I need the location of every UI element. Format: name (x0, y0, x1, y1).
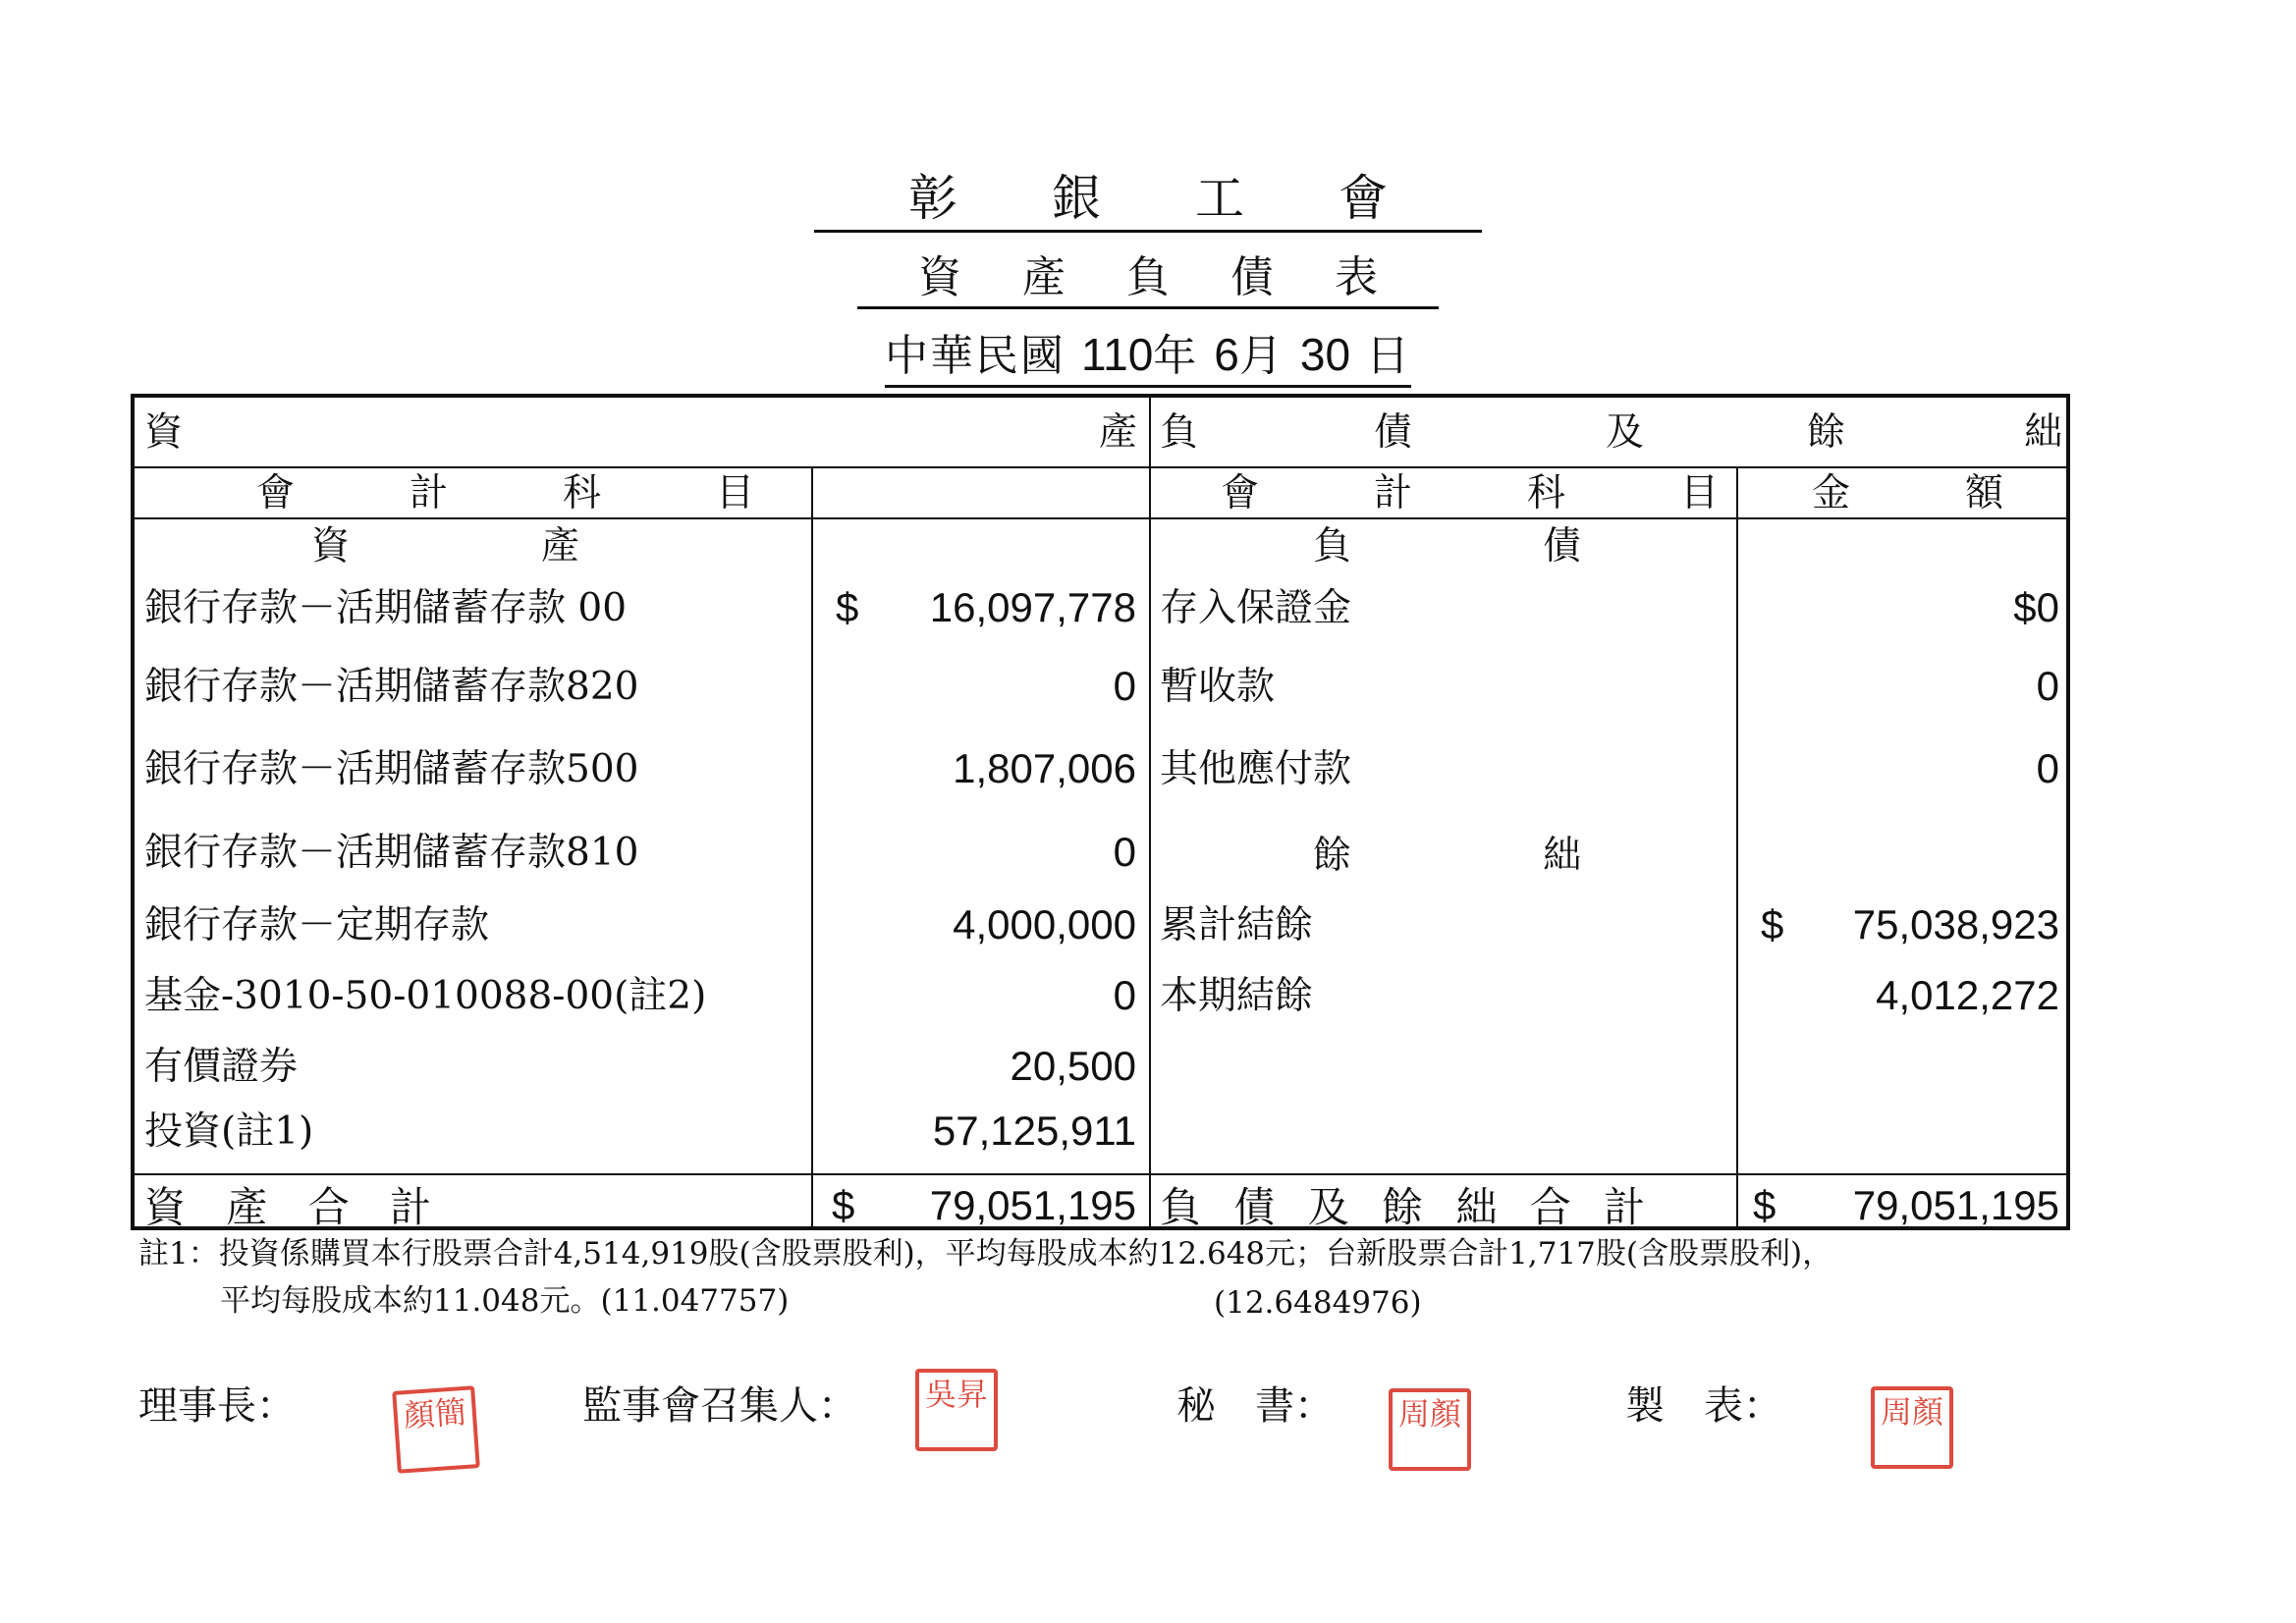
liability-amount: $0 (2013, 584, 2059, 630)
divider-asset-amount (811, 466, 813, 1226)
asset-name: 銀行存款－活期儲蓄存款820 (144, 665, 639, 709)
asset-name: 銀行存款－活期儲蓄存款 00 (144, 586, 628, 630)
total-assets-label: 資 產 合 計 (144, 1183, 446, 1231)
date-day: 30 (1299, 329, 1351, 380)
note-line-2-extra: (12.6484976) (1214, 1285, 1422, 1321)
total-liab-label: 負 債 及 餘 絀 合 計 (1160, 1183, 1656, 1231)
section-assets-char1: 資 (144, 410, 184, 455)
sig-preparer: 製 表： (1625, 1383, 1782, 1429)
surplus-amount: 75,038,923 (1852, 901, 2059, 947)
date-prefix: 中華民國 (884, 331, 1066, 381)
section-liab-char1: 負 (1160, 410, 1199, 455)
col-header-liab-subject: 會 計 科 目 (1221, 471, 1720, 515)
asset-amount: 57,125,911 (932, 1108, 1136, 1154)
liability-name: 其他應付款 (1160, 747, 1352, 791)
total-liab-amount: 79,051,195 (1852, 1182, 2059, 1228)
section-liab-char4: 餘 (1807, 410, 1846, 455)
sig-chairman: 理事長： (138, 1383, 296, 1429)
report-date (0, 328, 2296, 388)
seal-secretary-icon: 周顏 (1389, 1388, 1471, 1471)
group-surplus: 餘 絀 (1313, 834, 1582, 878)
total-assets-currency: $ (832, 1182, 855, 1228)
divider-assets-liabilities (1149, 398, 1151, 1226)
asset-amount: 16,097,778 (929, 584, 1136, 630)
total-rule (135, 1173, 2066, 1175)
section-liab-char3: 及 (1606, 410, 1645, 455)
date-year-unit: 年 (1153, 331, 1199, 381)
surplus-amount: 4,012,272 (1876, 972, 2059, 1018)
liability-name: 暫收款 (1160, 665, 1276, 709)
seal-chairman-icon: 顏簡 (392, 1385, 480, 1474)
asset-currency: $ (836, 584, 859, 630)
asset-name: 基金-3010-50-010088-00(註2) (144, 974, 707, 1018)
total-assets-amount: 79,051,195 (929, 1182, 1136, 1228)
org-name (0, 169, 2296, 233)
col-header-amount: 金 額 (1812, 471, 2004, 515)
asset-name: 有價證券 (144, 1045, 299, 1089)
asset-name: 銀行存款－定期存款 (144, 903, 490, 947)
date-day-unit: 日 (1366, 331, 1412, 381)
header-rule-2 (135, 517, 2066, 519)
liability-amount: 0 (2036, 745, 2059, 791)
asset-name: 投資(註1) (144, 1109, 314, 1154)
seal-supervisor-icon: 吳昇 (915, 1369, 998, 1451)
note-line-1: 註1：投資係購買本行股票合計4,514,919股(含股票股利)，平均每股成本約12.648元；台新股票合計1,717股(含股票股利)， (138, 1236, 1833, 1271)
date-month: 6 (1214, 329, 1239, 380)
sig-secretary: 秘 書： (1176, 1383, 1334, 1429)
total-liab-currency: $ (1753, 1182, 1777, 1228)
asset-amount: 0 (1113, 829, 1136, 875)
org-name-text: 彰銀工會 (814, 169, 1482, 233)
report-title (0, 251, 2296, 309)
group-assets: 資 產 (311, 524, 580, 568)
asset-amount: 0 (1113, 972, 1136, 1018)
liability-amount: 0 (2036, 663, 2059, 709)
header-rule-1 (135, 466, 2066, 468)
divider-liab-amount (1736, 466, 1738, 1226)
section-liab-char2: 債 (1374, 410, 1413, 455)
sig-supervisor: 監事會召集人： (582, 1383, 857, 1429)
asset-amount: 20,500 (1010, 1043, 1136, 1089)
asset-amount: 4,000,000 (953, 901, 1136, 947)
col-header-asset-subject: 會 計 科 目 (256, 471, 755, 515)
asset-amount: 1,807,006 (953, 745, 1136, 791)
group-liabilities: 負 債 (1313, 524, 1582, 568)
surplus-currency: $ (1761, 901, 1784, 947)
report-title-text: 資產負債表 (857, 251, 1439, 309)
report-date-text (885, 328, 1411, 388)
asset-amount: 0 (1113, 663, 1136, 709)
section-liab-char5: 絀 (2024, 410, 2063, 455)
liability-name: 存入保證金 (1160, 586, 1352, 630)
balance-sheet-table (131, 394, 2070, 1230)
note-line-2: 平均每股成本約11.048元。(11.047757) (220, 1283, 790, 1319)
section-assets-char2: 產 (1099, 410, 1138, 455)
asset-name: 銀行存款－活期儲蓄存款500 (144, 747, 639, 791)
asset-name: 銀行存款－活期儲蓄存款810 (144, 831, 639, 875)
surplus-name: 累計結餘 (1160, 903, 1314, 947)
date-year: 110 (1080, 329, 1154, 380)
date-month-unit: 月 (1238, 331, 1285, 381)
seal-preparer-icon: 周顏 (1871, 1386, 1953, 1469)
surplus-name: 本期結餘 (1160, 974, 1314, 1018)
